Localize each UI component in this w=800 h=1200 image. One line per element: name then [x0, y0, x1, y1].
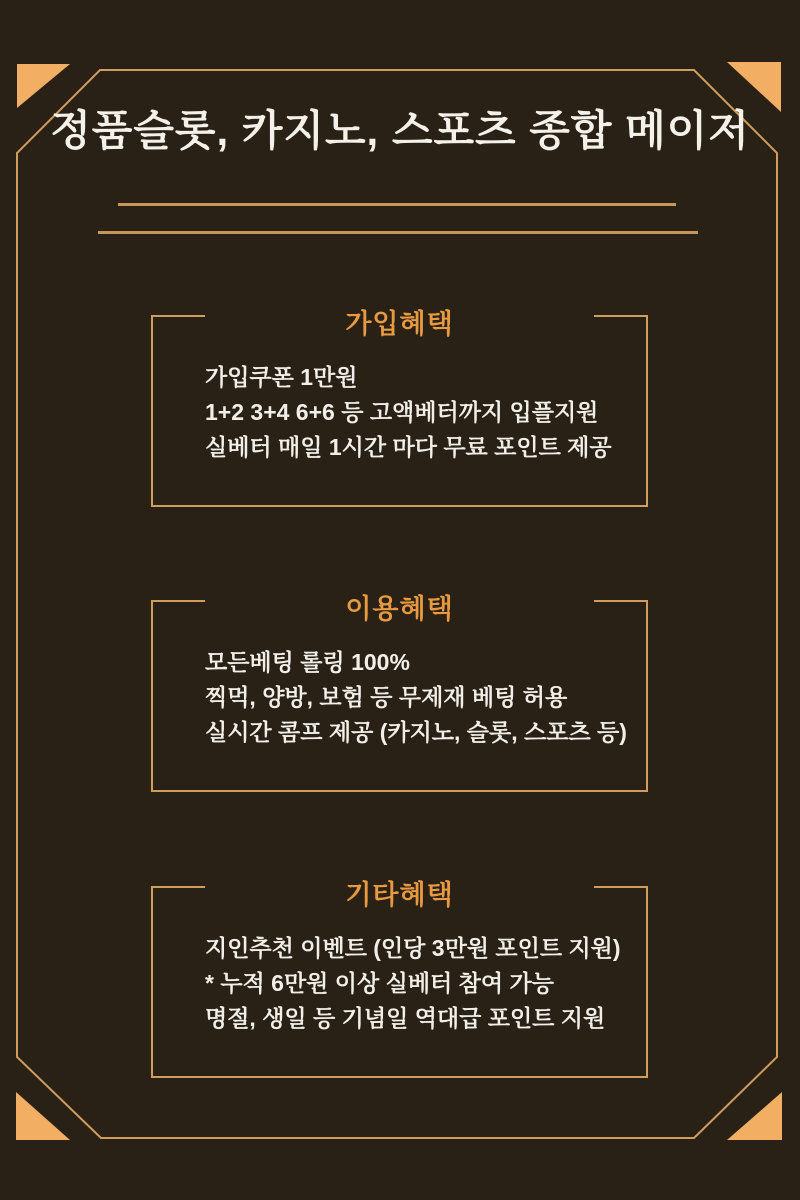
benefit-line: 1+2 3+4 6+6 등 고액베터까지 입플지원: [205, 399, 599, 425]
benefit-line: * 누적 6만원 이상 실베터 참여 가능: [205, 970, 554, 996]
benefit-line: 지인추천 이벤트 (인당 3만원 포인트 지원): [205, 935, 621, 961]
page-title: 정품슬롯, 카지노, 스포츠 종합 메이저: [50, 107, 750, 154]
section-other-benefits: [151, 880, 648, 1078]
section-title: 이용혜택: [345, 594, 454, 624]
benefit-line: 모든베팅 롤링 100%: [205, 649, 410, 675]
benefit-line: 찍먹, 양방, 보험 등 무제재 베팅 허용: [205, 684, 568, 710]
section-title: 가입혜택: [345, 309, 454, 339]
benefit-line: 명절, 생일 등 기념일 역대급 포인트 지원: [205, 1005, 606, 1031]
benefit-line: 실시간 콤프 제공 (카지노, 슬롯, 스포츠 등): [205, 719, 627, 745]
section-title: 기타혜택: [345, 880, 454, 910]
divider-line-top: [118, 203, 676, 206]
section-signup-benefits: [151, 309, 648, 507]
benefit-line: 실베터 매일 1시간 마다 무료 포인트 제공: [205, 434, 612, 460]
benefit-line: 가입쿠폰 1만원: [205, 364, 358, 390]
divider-line-bottom: [98, 231, 698, 234]
section-usage-benefits: [151, 594, 648, 792]
